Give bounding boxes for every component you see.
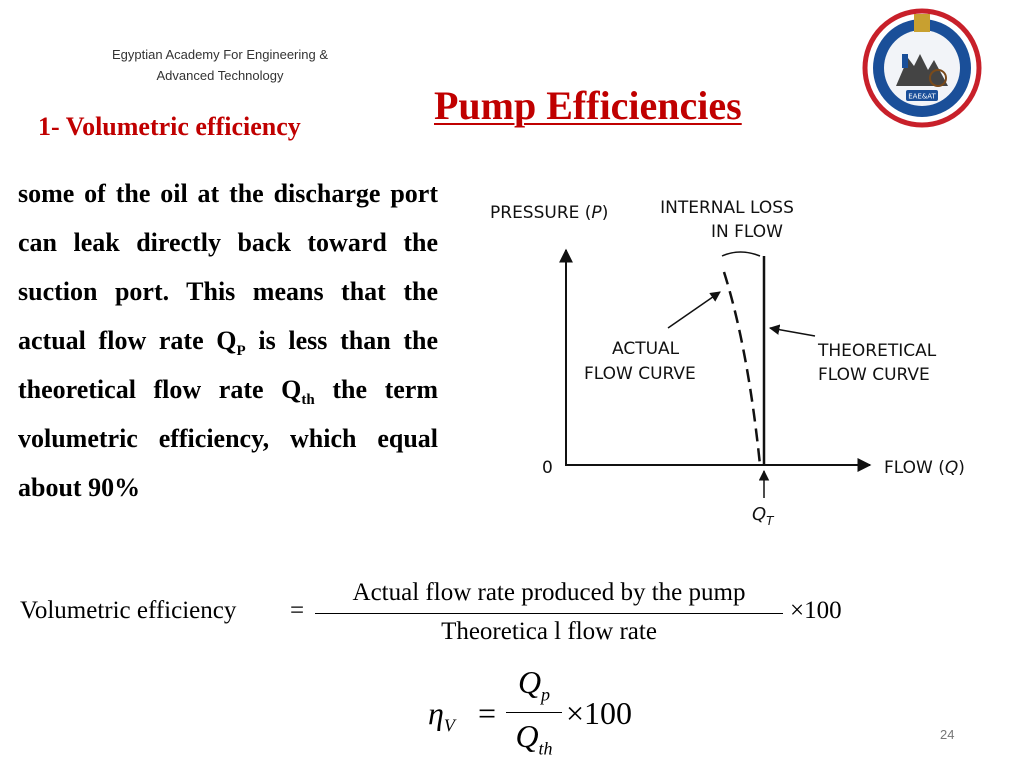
actual-curve-pointer — [668, 292, 720, 328]
actual-curve-label-1: ACTUAL — [612, 339, 680, 359]
academy-logo — [862, 8, 982, 128]
subscript-p: P — [236, 343, 246, 360]
formula1-denominator: Theoretica l flow rate — [441, 618, 657, 645]
body-text-part-2: is less than the theoretical flow rate Q — [18, 326, 438, 404]
formula2-numerator: $Q_p$ — [517, 664, 551, 705]
academy-line-2: Advanced Technology — [156, 68, 284, 83]
actual-flow-curve — [724, 272, 760, 465]
subscript-th: th — [301, 392, 315, 409]
internal-loss-label-1: INTERNAL LOSS — [660, 198, 794, 218]
body-text-part-3: the term volumetric efficiency, which equal about 90% — [18, 375, 438, 502]
academy-line-1: Egyptian Academy For Engineering & — [111, 47, 329, 62]
actual-curve-label-2: FLOW CURVE — [584, 364, 696, 384]
internal-loss-label-2: IN FLOW — [711, 222, 783, 242]
qt-label: $Q_T$ — [752, 504, 774, 528]
flow-label: FLOW (Q) — [884, 458, 965, 478]
body-paragraph — [18, 169, 438, 512]
origin-label: 0 — [542, 458, 553, 478]
formula2-denominator: $Q_{th}$ — [515, 718, 553, 759]
formula1-multiplier: ×100 — [790, 597, 842, 624]
logo-text: EAE&AT — [908, 92, 936, 101]
theoretical-curve-label-1: THEORETICAL — [818, 341, 937, 361]
formula2-fraction-bar — [506, 712, 562, 713]
flow-pressure-diagram — [480, 168, 1000, 538]
theoretical-curve-label-2: FLOW CURVE — [818, 365, 930, 385]
formula1-numerator: Actual flow rate produced by the pump — [352, 579, 746, 606]
formula1-equals: = — [290, 597, 305, 624]
academy-name — [80, 44, 360, 86]
page-title: Pump Efficiencies — [434, 83, 742, 128]
page-number: 24 — [940, 727, 955, 742]
pressure-label: PRESSURE (P) — [490, 203, 609, 223]
internal-loss-bracket — [722, 252, 760, 256]
body-text-part-1: some of the oil at the discharge port can leak directly back toward the suction port. This means that the actual flow rate Q — [18, 179, 438, 355]
section-title: 1- Volumetric efficiency — [38, 112, 301, 141]
formula1-fraction-bar — [315, 613, 783, 614]
formula2-multiplier: ×100 — [566, 695, 633, 731]
formula2-equals: = — [478, 695, 497, 731]
theoretical-curve-pointer — [770, 328, 815, 336]
formula2-eta: $\eta_V$ — [428, 695, 455, 736]
formula1-lhs: Volumetric efficiency — [20, 597, 237, 624]
